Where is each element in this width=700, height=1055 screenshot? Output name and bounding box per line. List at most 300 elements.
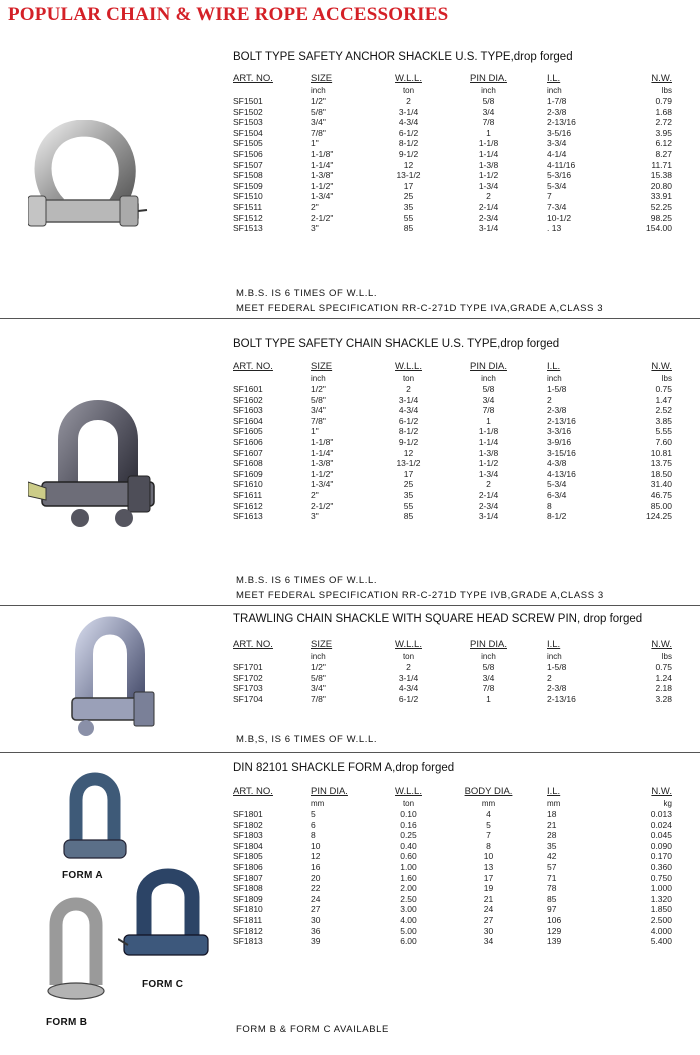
table-cell: 2.00: [400, 883, 417, 894]
table-cell: 4-3/8: [547, 458, 567, 469]
table-cell: 36: [311, 925, 321, 936]
table-row: [233, 830, 672, 841]
table-cell: 2-13/16: [547, 117, 576, 128]
anchor-shackle-photo: [28, 120, 148, 250]
form-a-shackle-photo: [60, 770, 130, 865]
form-a-label: FORM A: [62, 870, 103, 881]
table-cell: 25: [403, 479, 414, 490]
table-cell: 2: [486, 479, 491, 490]
table-cell: 5/8: [482, 384, 495, 394]
table-cell: SF1610: [233, 479, 263, 490]
table-row: [233, 894, 672, 905]
table-row: [233, 511, 672, 522]
col-header: PIN DIA.: [470, 639, 507, 650]
table-cell: 28: [547, 830, 557, 841]
table-cell: 1": [311, 138, 319, 149]
spec-table-din-shackle: [233, 785, 672, 947]
table-row: [233, 683, 672, 694]
table-cell: SF1702: [233, 672, 263, 683]
table-cell: 1": [311, 426, 319, 437]
col-header: N.W.: [651, 639, 672, 650]
table-cell: SF1804: [233, 840, 263, 851]
table-cell: 1-5/8: [547, 384, 567, 394]
table-row: [233, 437, 672, 448]
table-cell: 3": [311, 223, 319, 234]
col-header: I.L.: [547, 639, 561, 650]
table-cell: 1: [486, 127, 491, 138]
table-row: [233, 662, 672, 673]
table-row: [233, 202, 672, 213]
table-cell: 3-3/16: [547, 426, 572, 437]
table-cell: 1/2": [311, 384, 326, 394]
table-cell: 9-1/2: [398, 148, 419, 159]
col-header: ART. NO.: [233, 786, 273, 797]
table-cell: 1-5/8: [547, 662, 567, 672]
table-cell: 3-1/4: [398, 394, 419, 405]
table-cell: 2-3/4: [478, 212, 499, 223]
table-cell: 3": [311, 511, 319, 522]
table-cell: 0.79: [655, 96, 672, 106]
col-header: N.W.: [651, 361, 672, 372]
table-cell: 2.50: [400, 893, 417, 904]
table-row: [233, 107, 672, 118]
table-cell: 1-1/4: [478, 148, 499, 159]
table-cell: 1.000: [650, 883, 672, 894]
table-cell: 35: [403, 489, 414, 500]
table-row: [233, 883, 672, 894]
table-row: [233, 405, 672, 416]
table-cell: 4.00: [400, 914, 417, 925]
table-cell: 1-3/4": [311, 191, 334, 202]
trawling-shackle-photo: [56, 612, 156, 742]
table-cell: 1-1/8": [311, 148, 334, 159]
table-cell: 39: [311, 936, 321, 947]
unit-cell: lbs: [661, 374, 672, 383]
table-cell: 78: [547, 883, 557, 894]
table-row: [233, 448, 672, 459]
table-row: [233, 469, 672, 480]
spec-note: MEET FEDERAL SPECIFICATION RR-C-271D TYPE IVB,GRADE A,CLASS 3: [236, 590, 604, 601]
table-cell: SF1508: [233, 170, 263, 181]
table-cell: 13: [483, 861, 494, 872]
table-cell: 21: [483, 893, 494, 904]
table-cell: SF1605: [233, 426, 263, 437]
table-row: [233, 501, 672, 512]
col-header: PIN DIA.: [470, 361, 507, 372]
table-cell: 52.25: [650, 201, 672, 212]
table-cell: SF1811: [233, 914, 263, 925]
table-cell: SF1607: [233, 447, 263, 458]
unit-cell: [233, 798, 303, 809]
table-cell: SF1813: [233, 936, 263, 947]
table-cell: SF1701: [233, 662, 263, 672]
unit-cell: [233, 373, 303, 384]
table-row: [233, 936, 672, 947]
table-cell: 1.68: [655, 106, 672, 117]
table-cell: 7/8": [311, 415, 326, 426]
table-row: [233, 820, 672, 831]
table-cell: 1-3/4: [478, 180, 499, 191]
table-cell: 31.40: [650, 479, 672, 490]
table-cell: 3/4": [311, 117, 326, 128]
table-row: [233, 213, 672, 224]
table-cell: 2-1/2": [311, 212, 334, 223]
table-row: [233, 915, 672, 926]
section-divider: [0, 752, 700, 753]
table-cell: 2-3/4: [478, 500, 499, 511]
table-cell: 1-7/8: [547, 96, 567, 106]
table-cell: 0.750: [650, 872, 672, 883]
table-cell: 3.95: [655, 127, 672, 138]
table-row: [233, 223, 672, 234]
table-cell: 1.00: [400, 861, 417, 872]
table-cell: 0.090: [650, 840, 672, 851]
table-cell: 1.320: [650, 893, 672, 904]
table-cell: SF1604: [233, 415, 263, 426]
table-cell: 55: [403, 500, 414, 511]
table-cell: SF1801: [233, 809, 263, 819]
table-cell: SF1503: [233, 117, 263, 128]
unit-cell: [233, 85, 303, 96]
table-cell: 7/8: [482, 683, 495, 694]
form-c-shackle-photo: [118, 865, 213, 970]
col-header: SIZE: [311, 361, 333, 372]
table-cell: 1: [486, 415, 491, 426]
table-cell: SF1812: [233, 925, 263, 936]
table-cell: SF1506: [233, 148, 263, 159]
col-header: SIZE: [311, 639, 333, 650]
table-cell: SF1806: [233, 861, 263, 872]
table-cell: 9-1/2: [398, 436, 419, 447]
table-cell: 5-3/4: [547, 479, 567, 490]
table-row: [233, 873, 672, 884]
unit-cell: ton: [402, 652, 415, 661]
table-cell: 3-1/4: [478, 223, 499, 234]
table-cell: 1-3/4": [311, 479, 334, 490]
col-header: W.L.L.: [395, 639, 422, 650]
table-cell: 3/4": [311, 683, 326, 694]
table-cell: 8: [311, 830, 316, 841]
table-cell: 7: [547, 191, 552, 202]
table-cell: 10.81: [650, 447, 672, 458]
table-cell: SF1612: [233, 500, 263, 511]
table-cell: 1-1/2": [311, 468, 334, 479]
table-cell: 85: [547, 893, 557, 904]
section-divider: [0, 318, 700, 319]
table-cell: 2-3/8: [547, 405, 567, 416]
table-cell: 2.500: [650, 914, 672, 925]
table-cell: 97: [547, 904, 557, 915]
table-cell: 6: [311, 819, 316, 830]
spec-note: M.B.S. IS 6 TIMES OF W.L.L.: [236, 575, 378, 586]
table-cell: 24: [483, 904, 494, 915]
table-cell: 124.25: [646, 511, 672, 522]
table-cell: 3.85: [655, 415, 672, 426]
table-cell: SF1501: [233, 96, 263, 106]
table-cell: 1: [486, 693, 491, 704]
table-cell: 2: [547, 394, 552, 405]
table-cell: 3/4: [482, 106, 495, 117]
col-header: PIN DIA.: [470, 73, 507, 84]
spec-table-chain-shackle: [233, 360, 672, 522]
table-cell: SF1510: [233, 191, 263, 202]
table-cell: SF1513: [233, 223, 263, 234]
table-cell: 8-1/2: [547, 511, 567, 522]
table-cell: 15.38: [650, 170, 672, 181]
table-cell: SF1807: [233, 872, 263, 883]
table-cell: 8: [547, 500, 552, 511]
table-cell: 1.850: [650, 904, 672, 915]
table-cell: 2-1/4: [478, 201, 499, 212]
table-cell: 19: [483, 883, 494, 894]
table-cell: SF1613: [233, 511, 263, 522]
table-cell: 16: [311, 861, 321, 872]
table-cell: 20: [311, 872, 321, 883]
table-cell: SF1509: [233, 180, 263, 191]
table-row: [233, 138, 672, 149]
table-cell: 10: [311, 840, 321, 851]
unit-cell: lbs: [661, 652, 672, 661]
table-cell: 7/8: [482, 117, 495, 128]
table-cell: 25: [403, 191, 414, 202]
table-cell: 7/8": [311, 127, 326, 138]
table-cell: 6-1/2: [398, 415, 419, 426]
table-cell: 129: [547, 925, 562, 936]
table-cell: 13-1/2: [396, 458, 421, 469]
table-row: [233, 673, 672, 684]
col-header: W.L.L.: [395, 361, 422, 372]
table-cell: 33.91: [650, 191, 672, 202]
table-cell: 4-3/4: [398, 117, 419, 128]
table-cell: 1-1/2": [311, 180, 334, 191]
unit-cell: mm: [481, 799, 496, 808]
table-cell: 35: [403, 201, 414, 212]
table-cell: SF1505: [233, 138, 263, 149]
table-cell: 5-3/16: [547, 170, 572, 181]
table-cell: 7-3/4: [547, 201, 567, 212]
table-cell: 22: [311, 883, 321, 894]
table-cell: 3.00: [400, 904, 417, 915]
table-cell: 1-1/4": [311, 447, 334, 458]
table-cell: 2-1/2": [311, 500, 334, 511]
table-cell: 0.013: [650, 809, 672, 819]
table-cell: 3-5/16: [547, 127, 572, 138]
table-cell: 1-3/8": [311, 458, 334, 469]
table-cell: 106: [547, 914, 562, 925]
table-cell: 1-3/4: [478, 468, 499, 479]
table-row: [233, 490, 672, 501]
table-cell: 3-9/16: [547, 436, 572, 447]
table-cell: SF1603: [233, 405, 263, 416]
table-cell: 85.00: [650, 500, 672, 511]
table-cell: SF1601: [233, 384, 263, 394]
table-cell: 34: [483, 936, 494, 947]
section-title: BOLT TYPE SAFETY ANCHOR SHACKLE U.S. TYPE,drop forged: [233, 51, 573, 63]
table-cell: 17: [483, 872, 494, 883]
table-row: [233, 926, 672, 937]
unit-cell: ton: [402, 799, 415, 808]
table-cell: 154.00: [646, 223, 672, 234]
unit-cell: mm: [547, 799, 561, 808]
table-cell: 71: [547, 872, 557, 883]
unit-cell: inch: [547, 374, 562, 383]
table-cell: 1/2": [311, 96, 326, 106]
page-title: POPULAR CHAIN & WIRE ROPE ACCESSORIES: [8, 4, 449, 25]
table-row: [233, 170, 672, 181]
chain-shackle-photo: [28, 400, 158, 530]
table-row: [233, 851, 672, 862]
table-cell: 5/8": [311, 394, 326, 405]
table-cell: 11.71: [651, 159, 672, 170]
table-row: [233, 841, 672, 852]
table-cell: 42: [547, 851, 557, 862]
col-header: I.L.: [547, 361, 561, 372]
table-cell: 139: [547, 936, 562, 947]
table-row: [233, 479, 672, 490]
table-cell: 17: [403, 180, 414, 191]
table-cell: 6-1/2: [398, 693, 419, 704]
table-cell: 5: [486, 819, 491, 830]
form-b-label: FORM B: [46, 1017, 88, 1028]
table-cell: 30: [483, 925, 494, 936]
table-cell: 5/8": [311, 106, 326, 117]
table-cell: 10-1/2: [547, 212, 572, 223]
table-cell: 5/8": [311, 672, 326, 683]
table-cell: 8.27: [655, 148, 672, 159]
unit-cell: ton: [402, 86, 415, 95]
table-cell: 4.000: [650, 925, 672, 936]
table-cell: 6.12: [655, 138, 672, 149]
table-cell: 0.10: [400, 809, 417, 819]
table-cell: 4-3/4: [398, 405, 419, 416]
col-header: W.L.L.: [395, 786, 422, 797]
table-cell: 5.55: [655, 426, 672, 437]
table-cell: 55: [403, 212, 414, 223]
table-cell: 5: [311, 809, 316, 819]
table-cell: SF1502: [233, 106, 263, 117]
table-cell: SF1511: [233, 201, 263, 212]
table-cell: SF1606: [233, 436, 263, 447]
table-cell: 12: [403, 159, 414, 170]
table-cell: 0.60: [400, 851, 417, 862]
table-cell: 1-1/8": [311, 436, 334, 447]
table-cell: 2.52: [655, 405, 672, 416]
col-header: W.L.L.: [395, 73, 422, 84]
table-row: [233, 96, 672, 107]
table-cell: 1-3/8: [478, 447, 499, 458]
table-cell: 98.25: [650, 212, 672, 223]
table-cell: 85: [403, 223, 414, 234]
table-row: [233, 694, 672, 705]
table-cell: 2-13/16: [547, 693, 576, 704]
table-cell: 4-1/4: [547, 148, 567, 159]
table-cell: 1-1/2: [478, 170, 499, 181]
table-cell: SF1602: [233, 394, 263, 405]
table-cell: 6-3/4: [547, 489, 567, 500]
table-row: [233, 416, 672, 427]
table-cell: 1-1/2: [478, 458, 499, 469]
table-cell: 8-1/2: [398, 426, 419, 437]
unit-cell: inch: [481, 86, 496, 95]
unit-cell: ton: [402, 374, 415, 383]
table-cell: 27: [483, 914, 494, 925]
table-row: [233, 384, 672, 395]
table-cell: 0.360: [650, 861, 672, 872]
table-cell: 7/8: [482, 405, 495, 416]
table-cell: SF1805: [233, 851, 263, 862]
table-cell: 1-3/8: [478, 159, 499, 170]
unit-cell: inch: [481, 374, 496, 383]
col-header: N.W.: [651, 73, 672, 84]
table-row: [233, 191, 672, 202]
table-cell: 2-3/8: [547, 683, 567, 694]
table-cell: SF1808: [233, 883, 263, 894]
table-cell: SF1507: [233, 159, 263, 170]
table-cell: 0.170: [650, 851, 672, 862]
table-cell: 3-1/4: [398, 672, 419, 683]
table-cell: 4-11/16: [547, 159, 576, 170]
table-cell: 1.60: [400, 872, 417, 883]
table-cell: 0.16: [400, 819, 417, 830]
table-row: [233, 458, 672, 469]
table-cell: SF1810: [233, 904, 263, 915]
table-cell: SF1802: [233, 819, 263, 830]
col-header: ART. NO.: [233, 361, 273, 372]
table-cell: 2-1/4: [478, 489, 499, 500]
table-cell: 12: [311, 851, 321, 862]
table-cell: SF1504: [233, 127, 263, 138]
spec-table-anchor-shackle: [233, 72, 672, 234]
table-cell: 4-13/16: [547, 468, 576, 479]
table-cell: 3.28: [655, 693, 672, 704]
table-row: [233, 904, 672, 915]
unit-cell: lbs: [661, 86, 672, 95]
unit-cell: kg: [663, 799, 672, 808]
table-cell: 35: [547, 840, 557, 851]
table-cell: 6.00: [400, 936, 417, 947]
table-cell: 8: [486, 840, 491, 851]
col-header: BODY DIA.: [464, 786, 513, 797]
table-cell: 1-1/8: [478, 426, 499, 437]
spec-note: M.B.S. IS 6 TIMES OF W.L.L.: [236, 288, 378, 299]
section-title: BOLT TYPE SAFETY CHAIN SHACKLE U.S. TYPE,drop forged: [233, 338, 560, 350]
form-b-shackle-photo: [40, 895, 110, 1005]
table-cell: 5/8: [482, 662, 495, 672]
form-c-label: FORM C: [142, 979, 184, 990]
table-cell: 18: [547, 809, 557, 819]
table-row: [233, 128, 672, 139]
table-cell: 13.75: [650, 458, 672, 469]
table-cell: 2-13/16: [547, 415, 576, 426]
table-cell: 4: [486, 809, 491, 819]
table-cell: 1-1/8: [478, 138, 499, 149]
table-cell: 3-3/4: [547, 138, 567, 149]
table-cell: 1.47: [655, 394, 672, 405]
table-row: [233, 181, 672, 192]
table-cell: 20.80: [650, 180, 672, 191]
table-cell: 0.25: [400, 830, 417, 841]
table-cell: 1/2": [311, 662, 326, 672]
col-header: I.L.: [547, 73, 561, 84]
table-cell: 5.00: [400, 925, 417, 936]
table-cell: 3-15/16: [547, 447, 576, 458]
table-cell: 2: [406, 96, 411, 106]
table-cell: 18.50: [650, 468, 672, 479]
col-header: N.W.: [651, 786, 672, 797]
table-cell: 2.72: [655, 117, 672, 128]
table-cell: 27: [311, 904, 321, 915]
unit-cell: inch: [311, 652, 326, 661]
